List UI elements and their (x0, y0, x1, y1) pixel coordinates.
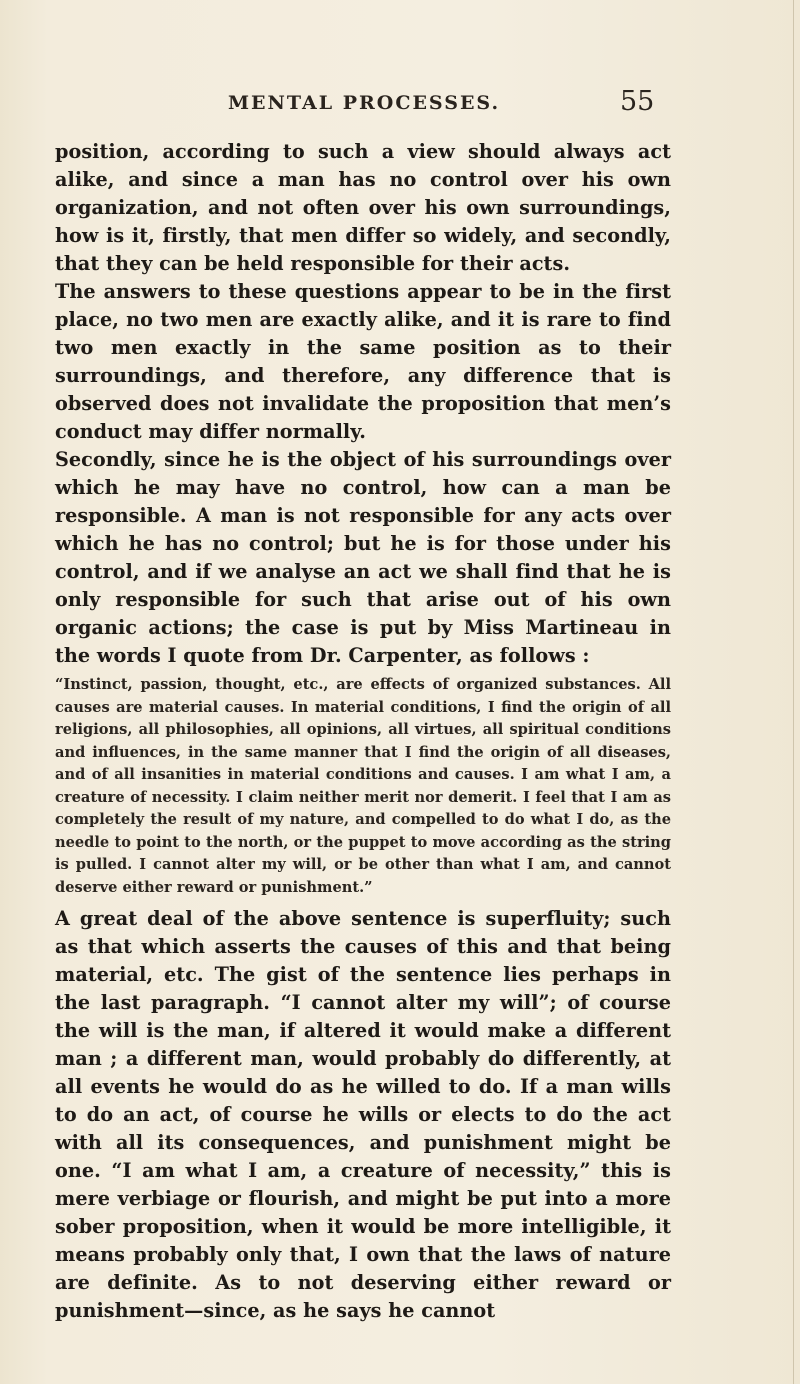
running-title: MENTAL PROCESSES. (228, 92, 501, 114)
page-number: 55 (620, 86, 655, 117)
page-header (0, 86, 800, 122)
block-quote: “Instinct, passion, thought, etc., are effects of organized substances. All causes are material causes. In material conditions, I find the origin of all religions, all philosophies, all opinions, all virtues, all spiritual conditions and influences, in the same manner that I find the origin of all diseases, and of all insanities in material conditions and causes. I am what I am, a creature of necessity. I claim neither merit nor demerit. I feel that I am as completely the result of my nature, and compelled to do what I do, as the needle to point to the north, or the puppet to move according as the string is pulled. I cannot alter my will, or be other than what I am, and cannot deserve either reward or punishment.” (55, 676, 671, 896)
page-edge (793, 0, 794, 1384)
paragraph-1: position, according to such a view should always act alike, and since a man has no control over his own organization, and not often over his own surroundings, how is it, firstly, that men differ so widely, and secondly, that they can be held responsible for their acts. (55, 140, 671, 275)
paragraph-2: The answers to these questions appear to be in the first place, no two men are exactly alike, and it is rare to find two men exactly in the same position as to their surroundings, and therefore, any difference that is observed does not invalidate the proposition that men’s conduct may differ normally. (55, 280, 671, 443)
paragraph-3: Secondly, since he is the object of his surroundings over which he may have no control, how can a man be responsible. A man is not responsible for any acts over which he has no control; but he is for those under his control, and if we analyse an act we shall find that he is only responsible for such that arise out of his own organic actions; the case is put by Miss Martineau in the words I quote from Dr. Carpenter, as follows : (55, 448, 671, 667)
paragraph-4: A great deal of the above sentence is superfluity; such as that which asserts the causes of this and that being material, etc. The gist of the sentence lies perhaps in the last paragraph. “I cannot alter my will”; of course the will is the man, if altered it would make a different man ; a different man, would probably do differently, at all events he would do as he willed to do. If a man wills to do an act, of course he wills or elects to do the act with all its consequences, and punishment might be one. “I am what I am, a creature of necessity,” this is mere verbiage or flourish, and might be put into a more sober proposition, when it would be more intelligible, it means probably only that, I own that the laws of nature are definite. As to not deserving either reward or punishment—since, as he says he cannot (55, 907, 671, 1322)
body-text (55, 138, 671, 1325)
